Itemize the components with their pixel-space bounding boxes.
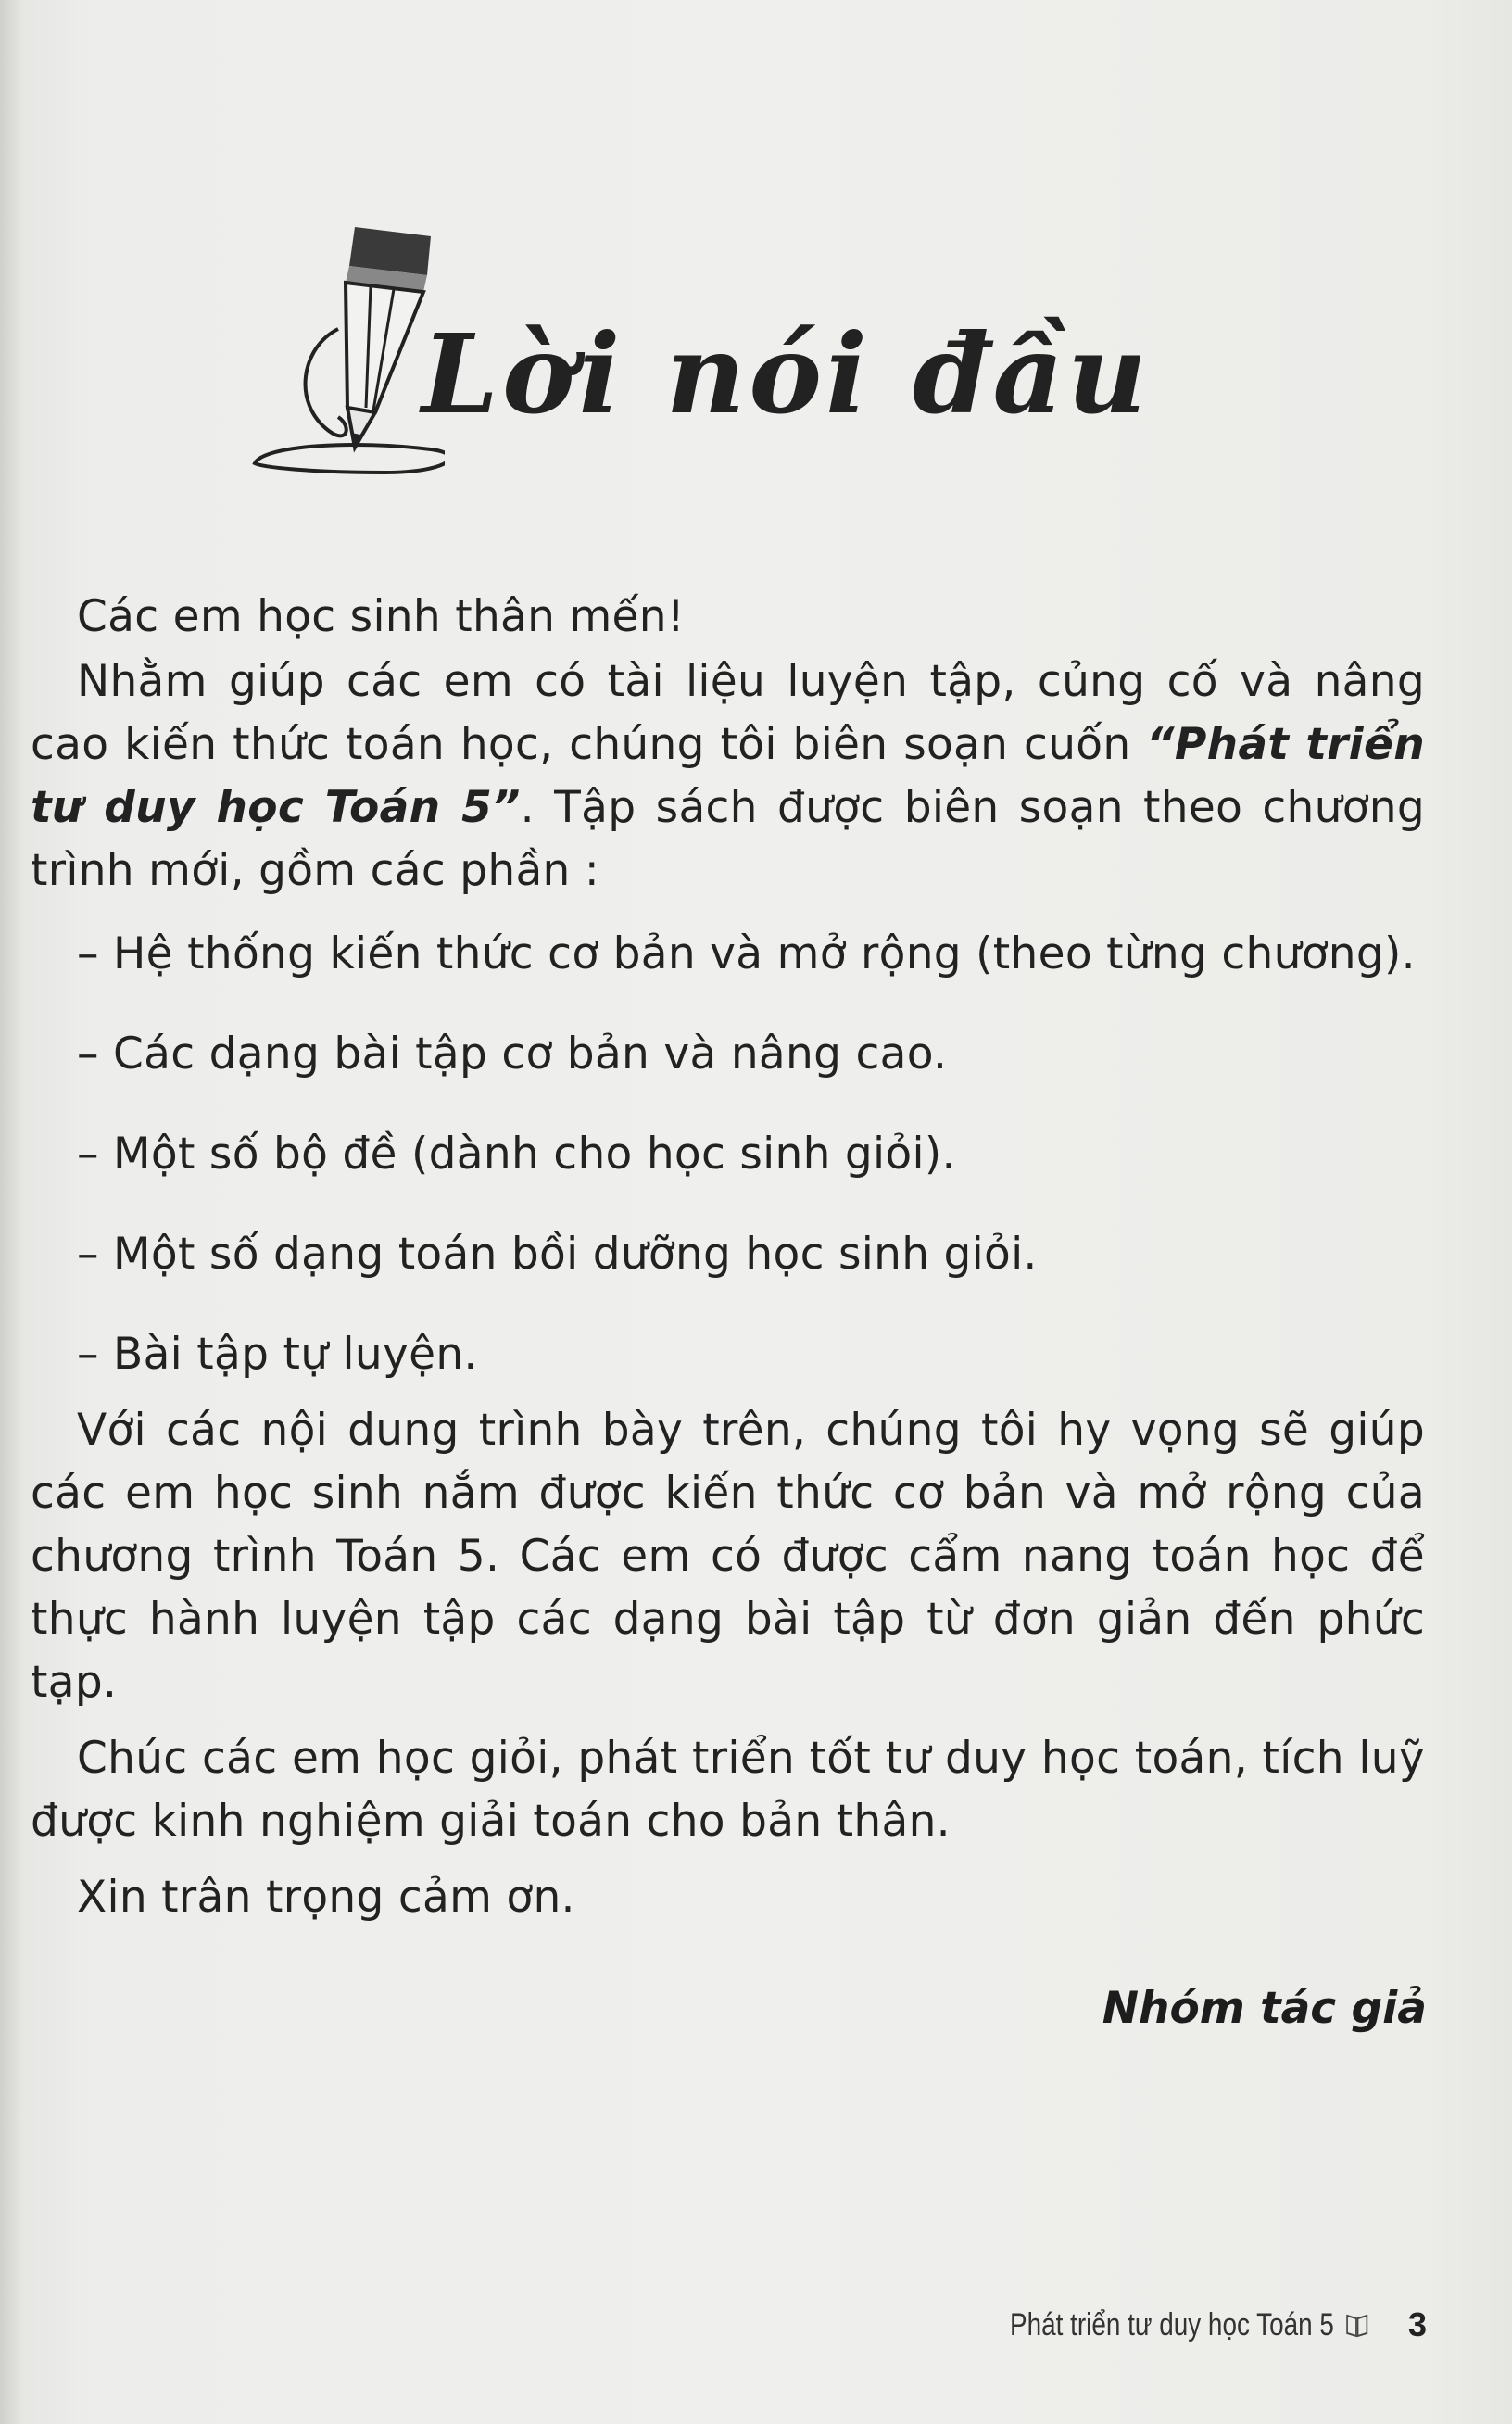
- preface-body: [31, 586, 1425, 1929]
- list-item: – Bài tập tự luyện.: [77, 1329, 478, 1380]
- spine-shadow: [0, 0, 22, 2424]
- pencil-icon: [246, 218, 445, 496]
- intro-paragraph: [31, 650, 1425, 903]
- list-item: – Một số dạng toán bồi dưỡng học sinh giỏi.: [77, 1229, 1038, 1280]
- author-signature: Nhóm tác giả: [1102, 1983, 1427, 2034]
- list-item: – Một số bộ đề (dành cho học sinh giỏi).: [77, 1129, 956, 1180]
- list-item: – Hệ thống kiến thức cơ bản và mở rộng (theo từng chương).: [77, 928, 1416, 979]
- wish-paragraph: Chúc các em học giỏi, phát triển tốt tư duy học toán, tích luỹ được kinh nghiệm giải toán cho bản thân.: [31, 1733, 1425, 1847]
- thanks-line: Xin trân trọng cảm ơn.: [77, 1872, 575, 1923]
- book-title: “Phát triển tư duy học Toán 5”: [31, 719, 1425, 833]
- list-item: – Các dạng bài tập cơ bản và nâng cao.: [77, 1029, 948, 1079]
- footer-book-name: [1010, 2307, 1373, 2343]
- sections-list: [31, 923, 1425, 1386]
- intro-after: . Tập sách được biên soạn theo chương trình mới, gồm các phần :: [31, 782, 1425, 896]
- hope-paragraph: Với các nội dung trình bày trên, chúng tôi hy vọng sẽ giúp các em học sinh nắm được kiến thức cơ bản và mở rộng của chương trình Toán 5. Các em có được cẩm nang toán học để thực hành luyện tập các dạng bài tập từ đơn giản đến phức tạp.: [31, 1405, 1425, 1708]
- intro-before: Nhằm giúp các em có tài liệu luyện tập, củng cố và nâng cao kiến thức toán học, chúng tôi biên soạn cuốn: [31, 656, 1425, 770]
- book-icon: [1346, 2312, 1369, 2338]
- greeting: Các em học sinh thân mến!: [77, 591, 685, 642]
- page-heading: Lời nói đầu: [422, 309, 1151, 438]
- page-number: 3: [1408, 2305, 1428, 2343]
- footer-title: Phát triển tư duy học Toán 5: [1010, 2307, 1334, 2342]
